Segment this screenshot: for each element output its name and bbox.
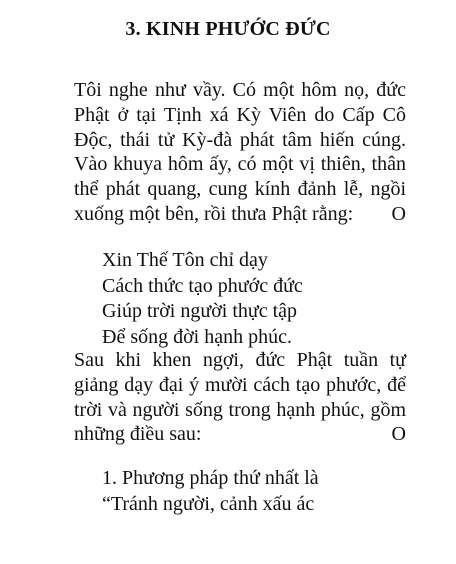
paragraph-line: Sau khi khen ngợi, đức Phật tuần tự bbox=[74, 349, 406, 371]
paragraph-line: Vào khuya hôm ấy, có một vị thiên, thân bbox=[74, 153, 406, 176]
paragraph-intro bbox=[74, 78, 406, 227]
paragraph-last-line bbox=[74, 202, 406, 227]
paragraph-line: trời và người sống trong hạnh phúc, gồm bbox=[74, 398, 406, 421]
chapter-title: 3. KINH PHƯỚC ĐỨC bbox=[125, 18, 331, 40]
paragraph-teaching bbox=[74, 348, 406, 447]
paragraph-line: Tôi nghe như vầy. Có một hôm nọ, đức bbox=[74, 79, 406, 101]
verse-line: 1. Phương pháp thứ nhất là bbox=[102, 467, 319, 489]
paragraph-line: thể phát quang, cung kính đảnh lễ, ngồi bbox=[74, 178, 406, 201]
paragraph-last-line bbox=[74, 422, 406, 447]
verse-line: “Tránh người, cảnh xấu ác bbox=[102, 492, 315, 515]
verse-line: Cách thức tạo phước đức bbox=[102, 274, 303, 297]
verse-block bbox=[102, 248, 303, 350]
paragraph-line: xuống một bên, rồi thưa Phật rằng: bbox=[74, 202, 354, 225]
paragraph-line: Độc, thái tử Kỳ-đà phát tâm hiến cúng. bbox=[74, 128, 406, 151]
paragraph-line: những điều sau: bbox=[74, 423, 202, 446]
verse-line: Giúp trời người thực tập bbox=[102, 300, 298, 322]
verse-line: Xin Thế Tôn chỉ dạy bbox=[102, 249, 268, 271]
paragraph-line: Phật ở tại Tịnh xá Kỳ Viên do Cấp Cô bbox=[74, 103, 406, 126]
end-mark: O bbox=[391, 423, 406, 446]
verse-line: Để sống đời hạnh phúc. bbox=[102, 325, 292, 348]
paragraph-line: giảng dạy đại ý mười cách tạo phước, để bbox=[74, 373, 406, 396]
verse-block bbox=[102, 466, 319, 517]
end-mark: O bbox=[391, 202, 406, 225]
